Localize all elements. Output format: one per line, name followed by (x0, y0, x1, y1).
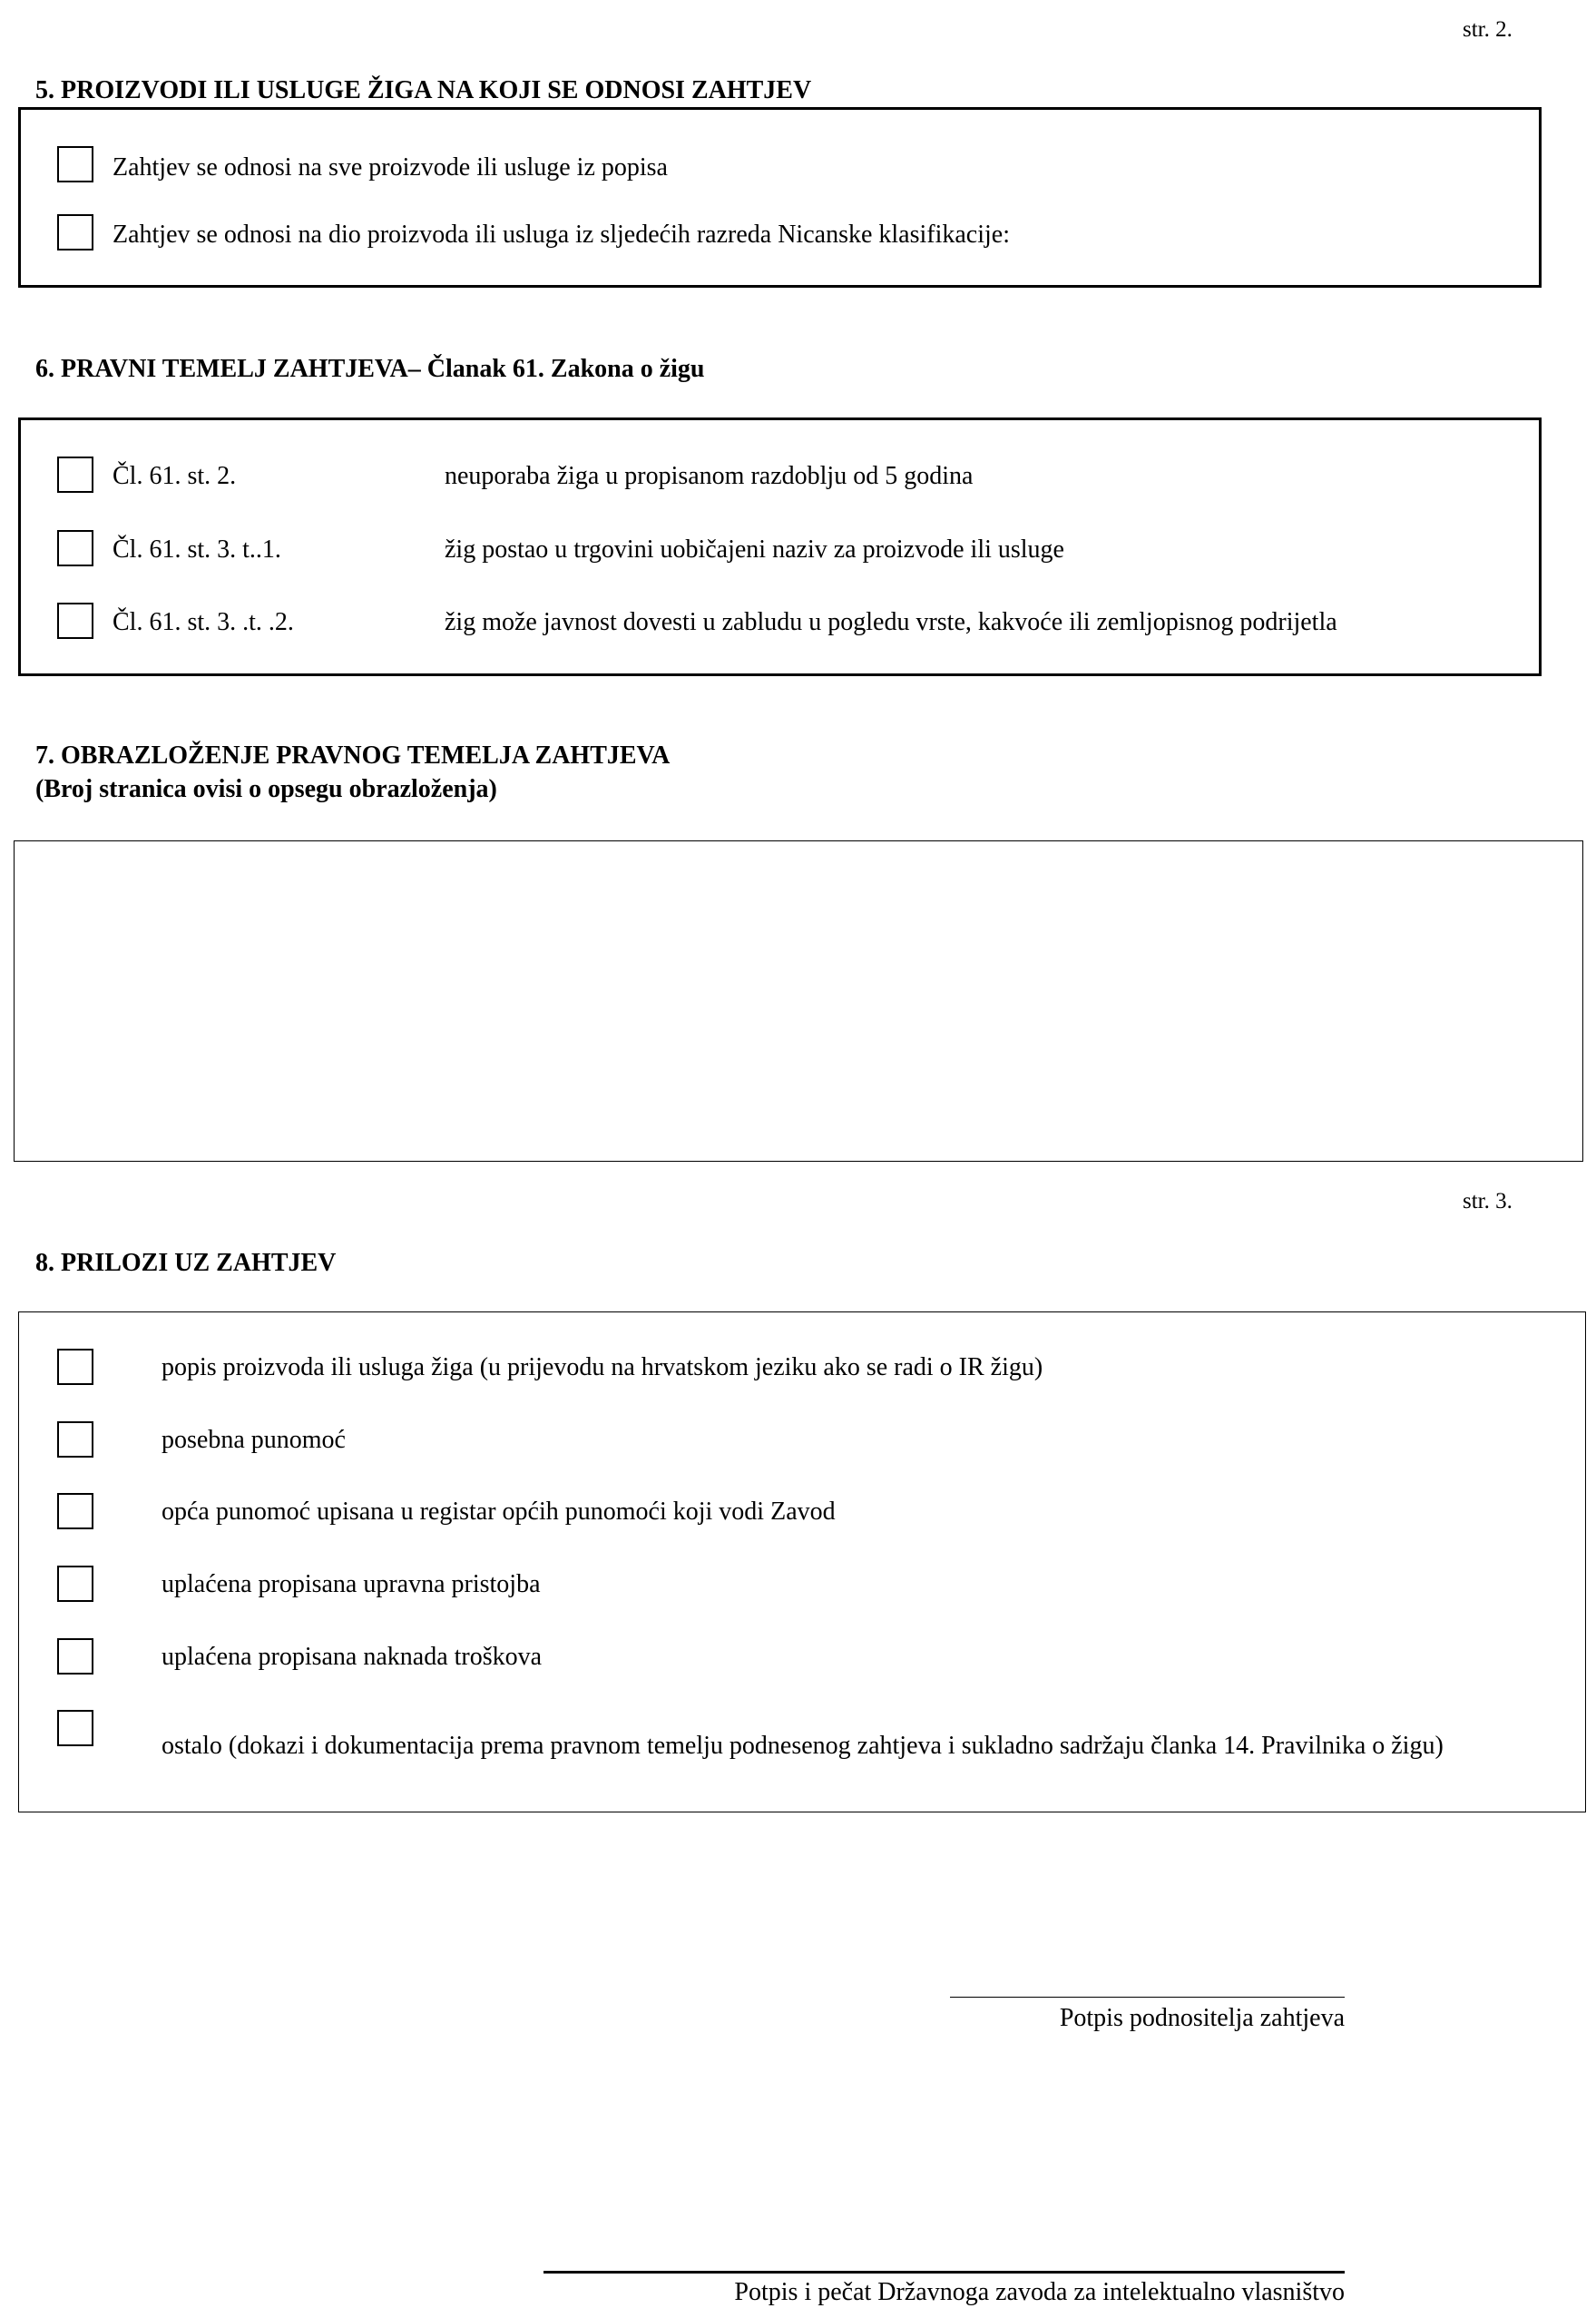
checkbox-legal-basis-3[interactable] (57, 603, 93, 639)
checkbox-attachment-fee[interactable] (57, 1566, 93, 1602)
section7-subtitle: (Broj stranica ovisi o opsegu obrazloženja) (35, 775, 497, 803)
legal-ref: Čl. 61. st. 3. t..1. (113, 535, 281, 564)
attachment-label: uplaćena propisana naknada troškova (162, 1643, 543, 1671)
section5-box (18, 107, 1542, 288)
checkbox-part-products[interactable] (57, 214, 93, 250)
checkbox-attachment-other[interactable] (57, 1710, 93, 1746)
checkbox-legal-basis-2[interactable] (57, 530, 93, 566)
checkbox-all-products[interactable] (57, 146, 93, 182)
legal-desc: neuporaba žiga u propisanom razdoblju od 5 godina (445, 462, 974, 490)
section5-title: 5. PROIZVODI ILI USLUGE ŽIGA NA KOJI SE ODNOSI ZAHTJEV (35, 76, 812, 104)
office-signature-line (543, 2271, 1345, 2274)
applicant-signature-line (950, 1997, 1345, 1998)
legal-desc: žig postao u trgovini uobičajeni naziv za proizvode ili usluge (445, 535, 1064, 564)
checkbox-attachment-special-poa[interactable] (57, 1421, 93, 1458)
section6-box (18, 417, 1542, 676)
applicant-signature-label: Potpis podnositelja zahtjeva (1059, 2004, 1345, 2032)
page-number: str. 3. (1463, 1189, 1513, 1213)
section8-title: 8. PRILOZI UZ ZAHTJEV (35, 1249, 337, 1277)
section8-box (18, 1311, 1586, 1812)
attachment-label: uplaćena propisana upravna pristojba (162, 1570, 541, 1598)
checkbox-attachment-products-list[interactable] (57, 1349, 93, 1385)
page-number: str. 2. (1463, 17, 1513, 42)
office-signature-label: Potpis i pečat Državnoga zavoda za intelektualno vlasništvo (734, 2278, 1345, 2306)
section6-title: 6. PRAVNI TEMELJ ZAHTJEVA– Članak 61. Zakona o žigu (35, 355, 705, 383)
checkbox-legal-basis-1[interactable] (57, 457, 93, 493)
attachment-label: popis proizvoda ili usluga žiga (u prijevodu na hrvatskom jeziku ako se radi o IR žigu) (162, 1353, 1043, 1381)
checkbox-attachment-general-poa[interactable] (57, 1493, 93, 1529)
attachment-label: ostalo (dokazi i dokumentacija prema pravnom temelju podnesenog zahtjeva i sukladno sadržaju članka 14. Pravilnika o žigu) (162, 1732, 1444, 1760)
section7-title: 7. OBRAZLOŽENJE PRAVNOG TEMELJA ZAHTJEVA (35, 742, 671, 770)
justification-textarea[interactable] (14, 840, 1583, 1162)
checkbox-attachment-costs[interactable] (57, 1638, 93, 1675)
attachment-label: opća punomoć upisana u registar općih punomoći koji vodi Zavod (162, 1498, 836, 1526)
legal-ref: Čl. 61. st. 2. (113, 462, 237, 490)
legal-desc: žig može javnost dovesti u zabludu u pogledu vrste, kakvoće ili zemljopisnog podrijetla (445, 608, 1337, 636)
option-label: Zahtjev se odnosi na dio proizvoda ili usluga iz sljedećih razreda Nicanske klasifikacije: (113, 221, 1010, 249)
legal-ref: Čl. 61. st. 3. .t. .2. (113, 608, 294, 636)
attachment-label: posebna punomoć (162, 1426, 346, 1454)
option-label: Zahtjev se odnosi na sve proizvode ili usluge iz popisa (113, 153, 668, 182)
